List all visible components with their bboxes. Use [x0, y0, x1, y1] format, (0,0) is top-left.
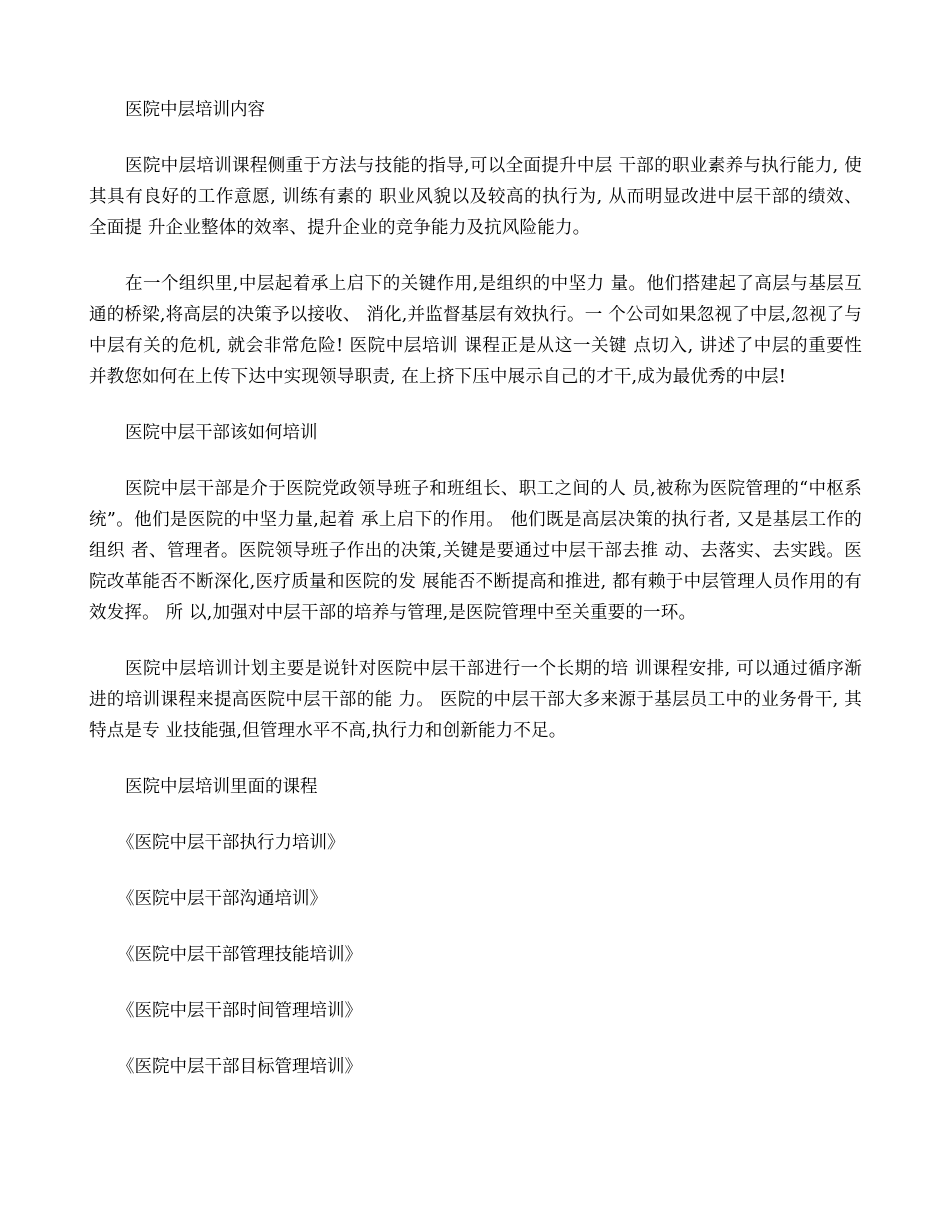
paragraph: 医院中层培训计划主要是说针对医院中层干部进行一个长期的培 训课程安排, 可以通过循序渐进的培训课程来提高医院中层干部的能 力。 医院的中层干部大多来源于基层员工中的业务骨干, 其特点是专 业技能强,但管理水平不高,执行力和创新能力不足。 — [89, 659, 862, 741]
list-item: 《医院中层干部时间管理培训》 — [117, 1001, 362, 1021]
paragraph: 医院中层培训课程侧重于方法与技能的指导,可以全面提升中层 干部的职业素养与执行能力, 使其具有良好的工作意愿, 训练有素的 职业风貌以及较高的执行为, 从而明显改进中层干部的绩效、 全面提 升企业整体的效率、提升企业的竞争能力及抗风险能力。 — [89, 156, 862, 238]
course-list — [89, 828, 862, 1083]
paragraph: 在一个组织里,中层起着承上启下的关键作用,是组织的中坚力 量。他们搭建起了高层与基层互通的桥梁,将高层的决策予以接收、 消化,并监督基层有效执行。一 个公司如果忽视了中层,忽视了与 中层有关的危机, 就会非常危险! 医院中层培训 课程正是从这一关键 点切入, 讲述了中层的重要性并教您如何在上传下达中实现领导职责, 在上挤下压中展示自己的才干,成为最优秀的中层! — [89, 274, 862, 387]
section-heading: 医院中层干部该如何培训 — [125, 423, 318, 443]
section-heading: 医院中层培训里面的课程 — [125, 777, 318, 797]
list-item: 《医院中层干部管理技能培训》 — [117, 945, 362, 965]
paragraph: 医院中层干部是介于医院党政领导班子和班组长、职工之间的人 员,被称为医院管理的“中枢系统”。他们是医院的中坚力量,起着 承上启下的作用。 他们既是高层决策的执行者, 又是基层工作的组织 者、管理者。医院领导班子作出的决策,关键是要通过中层干部去推 动、去落实、去实践。医院改革能否不断深化,医疗质量和医院的发 展能否不断提高和推进, 都有赖于中层管理人员作用的有效发挥。 所 以,加强对中层干部的培养与管理,是医院管理中至关重要的一环。 — [89, 479, 862, 623]
list-item: 《医院中层干部目标管理培训》 — [117, 1057, 362, 1077]
list-item: 《医院中层干部执行力培训》 — [117, 833, 345, 853]
list-item: 《医院中层干部沟通培训》 — [117, 889, 327, 909]
section-heading: 医院中层培训内容 — [125, 100, 265, 120]
